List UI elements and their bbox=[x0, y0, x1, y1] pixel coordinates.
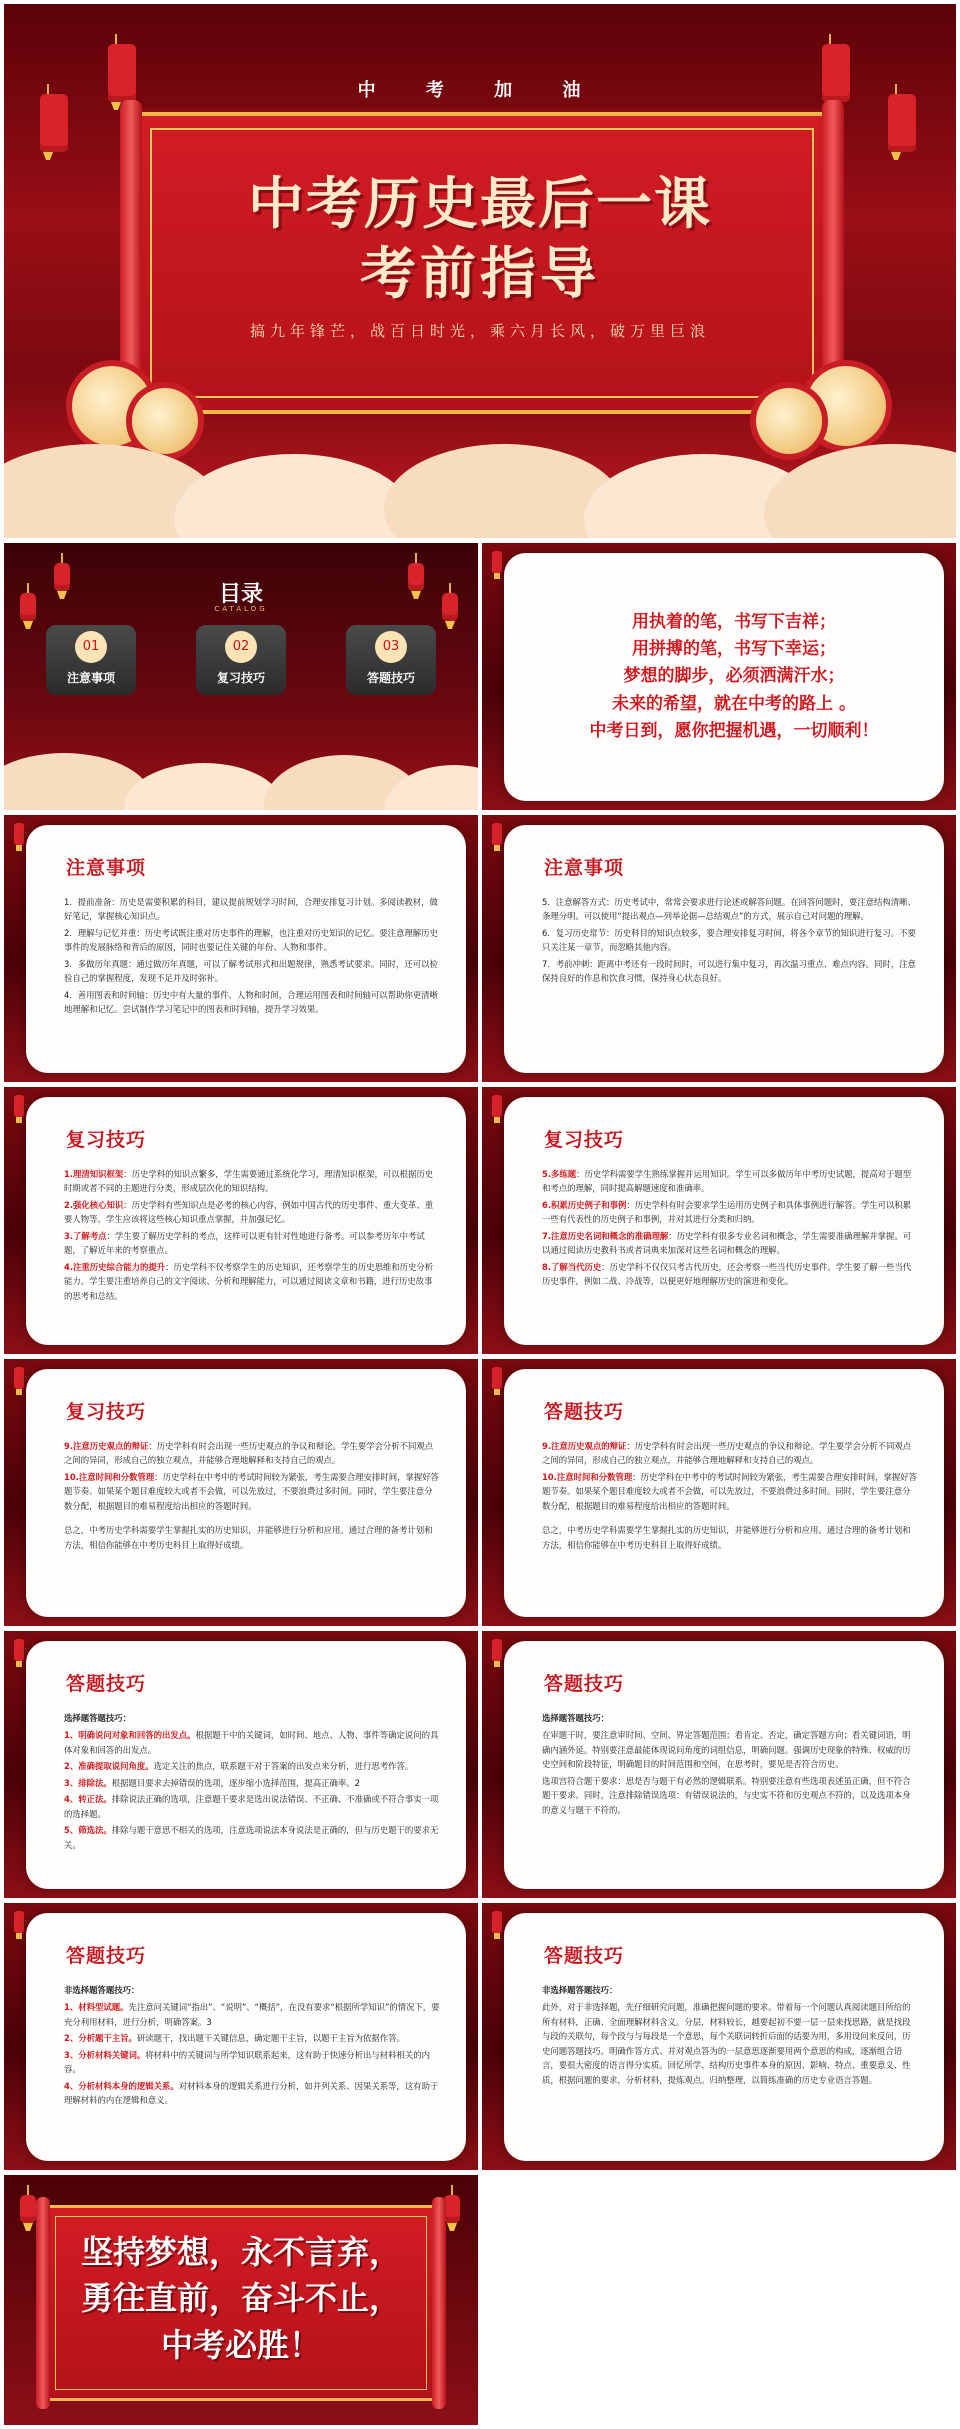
toc-subtitle: CATALOG bbox=[214, 605, 268, 613]
notes-slide-1 bbox=[4, 815, 478, 1082]
answer-item: 4、分析材料本身的逻辑关系。对材料本身的逻辑关系进行分析，如并列关系、因果关系等，这有助于理解材料的内在逻辑和意义。 bbox=[64, 2080, 439, 2106]
review-body-3 bbox=[64, 1439, 440, 1554]
corner-lantern bbox=[492, 1367, 502, 1389]
review-item: 4.注重历史综合能力的提升：历史学科不仅考察学生的历史知识，还考察学生的历史思维和历史分析能力。学生要注重培养自己的文字阅读、分析和理解能力，可以通过阅读文章和书籍，进行历史故事的思考和总结。 bbox=[64, 1261, 434, 1301]
cloud-bottom-5 bbox=[764, 444, 956, 538]
corner-lantern bbox=[492, 1095, 502, 1117]
notes-title-1: 注意事项 bbox=[66, 857, 147, 879]
answer-item: 2、准确提取说问角度。选定关注的焦点，联系题干对于答案的出发点来分析，进行思考作答。 bbox=[64, 1761, 414, 1772]
toc-item-1[interactable] bbox=[46, 625, 136, 695]
answer-item: 1、明确说问对象和回答的出发点。根据题干中的关键词，如时间、地点、人物、事件等确定说问的具体对象和回答的出发点。 bbox=[64, 1730, 439, 1755]
answer-card-3 bbox=[504, 1641, 944, 1889]
answer-title-1: 答题技巧 bbox=[544, 1401, 625, 1423]
poem-line-3: 梦想的脚步，必须洒满汗水； bbox=[623, 666, 845, 687]
toc-item-number: 01 bbox=[75, 631, 107, 663]
answer-item: 9.注意历史观点的辩证：历史学科有时会出现一些历史观点的争议和辩论。学生要学会分析不同观点之间的异同，形成自己的独立观点，并能够合理地解释和支持自己的观点。 bbox=[542, 1441, 912, 1466]
poem-line-2: 用拼搏的笔，书写下幸运； bbox=[632, 639, 836, 660]
answer-item: 10.注意时间和分数管理：历史学科在中考中的考试时间较为紧张，考生需要合理安排时间，掌握好答题节奏。如果某个题目难度较大或者不会做，可以先放过，不要浪费过多时间。同时，学生要注意分数分配，根据题目的难易程度给出相应的答题时间。 bbox=[542, 1471, 917, 1511]
answer-para: 选项宫符合题干要求：思是否与题干有必然的逻辑联系。特别要注意有些选项表述虽正确，但不符合题干要求。同时，注意排除错误选项：有错误说法的，与史实不符和历史观点不符的，以及选项本身的意义与题干不符的。 bbox=[542, 1775, 911, 1815]
poem-slide bbox=[482, 543, 956, 810]
closing-lantern-2 bbox=[444, 2195, 460, 2223]
note-para: 3．多做历年真题：通过做历年真题，可以了解考试形式和出题规律，熟悉考试要求。同时，还可以检验自己的掌握程度，发现不足并及时弥补。 bbox=[64, 958, 438, 984]
corner-lantern bbox=[14, 1639, 24, 1661]
answer-heading: 非选择题答题技巧： bbox=[542, 1985, 618, 1995]
toc-item-label: 注意事项 bbox=[66, 671, 115, 685]
review-item: 5.多练题：历史学科需要学生熟练掌握并运用知识。学生可以多做历年中考历史试题，提高对于题型和考点的理解，同时提高解题速度和准确率。 bbox=[542, 1169, 912, 1194]
answer-item: 3、排除法。根据题目要求去掉错误的选项，逐步缩小选择范围，提高正确率。2 bbox=[64, 1777, 360, 1788]
review-summary: 总之，中考历史学科需要学生掌握扎实的历史知识，并能够进行分析和应用。通过合理的备考计划和方法，相信你能够在中考历史科目上取得好成绩。 bbox=[64, 1525, 433, 1550]
review-slide-2 bbox=[482, 1087, 956, 1354]
answer-heading: 选择题答题技巧： bbox=[64, 1713, 131, 1723]
cover-title-line2: 考前指导 bbox=[360, 242, 600, 307]
answer-card-2 bbox=[26, 1641, 466, 1889]
closing-line-3: 中考必胜！ bbox=[160, 2325, 321, 2364]
corner-lantern bbox=[492, 823, 502, 845]
closing-lantern-1 bbox=[20, 2195, 36, 2223]
note-para: 1．提前准备：历史是需要积累的科目，建议提前规划学习时间，合理安排复习计划。多阅读教材，做好笔记，掌握核心知识点。 bbox=[64, 897, 438, 922]
toc-item-3[interactable] bbox=[346, 625, 436, 695]
drum-left-2 bbox=[132, 388, 198, 454]
toc-item-label: 复习技巧 bbox=[216, 671, 265, 685]
toc-item-2[interactable] bbox=[196, 625, 286, 695]
answer-body-5 bbox=[542, 1983, 918, 2089]
review-body-1 bbox=[64, 1167, 440, 1305]
answer-card-4 bbox=[26, 1913, 466, 2161]
answer-slide-3 bbox=[482, 1631, 956, 1898]
answer-item: 1、材料型试题。先注意问关键词“指出”、“说明”、“概括”，在没有要求“根据所学知识”的情况下，要充分利用材料，进行分析，明确答案。3 bbox=[64, 2002, 440, 2027]
notes-card-2 bbox=[504, 825, 944, 1073]
toc-slide bbox=[4, 543, 478, 810]
note-para: 4．善用图表和时间轴：历史中有大量的事件、人物和时间，合理运用图表和时间轴可以帮助你更清晰地理解和记忆。尝试制作学习笔记中的图表和时间轴，提升学习效果。 bbox=[64, 989, 438, 1015]
review-item: 10.注意时间和分数管理：历史学科在中考中的考试时间较为紧张，考生需要合理安排时间，掌握好答题节奏。如果某个题目难度较大或者不会做，可以先放过，不要浪费过多时间。同时，学生要注意分数分配，根据题目的难易程度给出相应的答题时间。 bbox=[64, 1471, 439, 1511]
note-para: 5．注意解答方式：历史考试中，常常会要求进行论述或解答问题。在回答问题时，要注意结构清晰、条理分明。可以使用“提出观点—列举论据—总结观点”的方式，展示自己对问题的理解。 bbox=[542, 897, 916, 922]
notes-card-1 bbox=[26, 825, 466, 1073]
corner-lantern bbox=[14, 1911, 24, 1933]
review-item: 8.了解当代历史：历史学科不仅仅只考古代历史，还会考察一些当代历史事件。学生要了解一些当代历史事件，例如二战、冷战等，以便更好地理解历史的演进和变化。 bbox=[542, 1261, 912, 1287]
review-title-1: 复习技巧 bbox=[66, 1129, 147, 1151]
answer-body-4 bbox=[64, 1983, 440, 2110]
answer-item: 3、分析材料关键词。将材料中的关键词与所学知识联系起来，这有助于快速分析出与材料相关的内容。 bbox=[64, 2049, 430, 2075]
note-para: 2．理解与记忆并重：历史考试既注重对历史事件的理解，也注重对历史知识的记忆。要注意理解历史事件的发展脉络和背后的原因，同时也要记住关键的年份、人物和事件。 bbox=[64, 927, 438, 953]
answer-body-2 bbox=[64, 1711, 440, 1854]
answer-item: 5、筛选法。排除与题干意思不相关的选项，注意选项说法本身说法是正确的，但与历史题干的要求无关。 bbox=[64, 1825, 439, 1850]
closing-line-2: 勇往直前，奋斗不止， bbox=[80, 2279, 401, 2318]
cover-slogan: 搞九年锋芒，战百日时光，乘六月长风，破万里巨浪 bbox=[249, 322, 710, 340]
corner-lantern bbox=[492, 1639, 502, 1661]
corner-lantern bbox=[14, 1367, 24, 1389]
poem-lines bbox=[534, 609, 934, 745]
toc-item-number: 02 bbox=[225, 631, 257, 663]
review-slide-3 bbox=[4, 1359, 478, 1626]
answer-item: 2、分析题干主旨。研读题干，找出题干关键信息，确定题干主旨，以题干主旨为依据作答。 bbox=[64, 2033, 405, 2044]
answer-slide-4 bbox=[4, 1903, 478, 2170]
toc-title: 目录 bbox=[218, 582, 263, 607]
note-para: 6．复习历史常节：历史科目的知识点较多，要合理安排复习时间，将各个章节的知识进行复习。不要只关注某一章节，而忽略其他内容。 bbox=[542, 927, 916, 953]
closing-text bbox=[44, 2229, 438, 2368]
review-card-3 bbox=[26, 1369, 466, 1617]
review-title-2: 复习技巧 bbox=[544, 1129, 625, 1151]
answer-title-3: 答题技巧 bbox=[544, 1673, 625, 1695]
review-item: 1.理清知识框架：历史学科的知识点繁多，学生需要通过系统化学习，理清知识框架，可以根据历史时期或者不同的主题进行分类，形成层次化的知识结构。 bbox=[64, 1169, 434, 1194]
cloud-bottom-2 bbox=[174, 454, 414, 538]
notes-body-1 bbox=[64, 895, 440, 1019]
review-title-3: 复习技巧 bbox=[66, 1401, 147, 1423]
answer-para: 此外，对于非选择题，先仔细研究问题，准确把握问题的要求。带着每一个问题认真阅读题目所给的所有材料，正确、全面理解材料含义。分层，材料较长，越要起初不要一层一层来找思路，就是找段与段的关联句，每个段与与每段是一个意思，每个关联词转折后面的话要为用，多用设问来反问，历史问题答题技巧。明确作答方式、并对观点答为的一层意思逐渐要用两个意思的构成，逐渐组合语言，要很大密度的语言得分实质。回忆所学、结构历史事件本身的原因、影响、特点、重要意义、性质，根据问题的要求，分析材料，提炼观点。归纳整理，以简练准确的历史专业语言答题。 bbox=[542, 2002, 911, 2085]
review-card-1 bbox=[26, 1097, 466, 1345]
answer-body-1 bbox=[542, 1439, 918, 1554]
lantern-left-1 bbox=[40, 94, 68, 152]
answer-slide-2 bbox=[4, 1631, 478, 1898]
cover-top-label: 中 考 加 油 bbox=[357, 80, 603, 101]
toc-cloud-2 bbox=[124, 763, 284, 810]
corner-lantern bbox=[492, 551, 502, 573]
answer-heading: 非选择题答题技巧： bbox=[64, 1985, 140, 1995]
poem-line-5: 中考日到，愿你把握机遇，一切顺利！ bbox=[589, 720, 879, 741]
answer-body-3 bbox=[542, 1711, 918, 1819]
review-item: 3.了解考点：学生要了解历史学科的考点，这样可以更有针对性地进行备考。可以参考历年中考试题，了解近年来的考察重点。 bbox=[64, 1230, 425, 1256]
cover-slide bbox=[4, 4, 956, 538]
answer-card-5 bbox=[504, 1913, 944, 2161]
review-slide-1 bbox=[4, 1087, 478, 1354]
review-item: 6.积累历史例子和事例：历史学科有时会要求学生运用历史例子和具体事例进行解答。学生可以积累一些有代表性的历史例子和事例，并对其进行分类和归纳。 bbox=[542, 1199, 912, 1225]
answer-title-2: 答题技巧 bbox=[66, 1673, 147, 1695]
lantern-right-2 bbox=[888, 94, 916, 152]
toc-item-number: 03 bbox=[375, 631, 407, 663]
notes-body-2 bbox=[542, 895, 918, 988]
note-para: 7．考前冲刺：距离中考还有一段时间时，可以进行集中复习，再次温习重点、难点内容。同时，注意保持良好的作息和饮食习惯，保持身心状态良好。 bbox=[542, 958, 916, 984]
answer-card-1 bbox=[504, 1369, 944, 1617]
answer-title-5: 答题技巧 bbox=[544, 1945, 625, 1967]
answer-item: 4、转正法。排除说法正确的选项，注意题干要求是选出说法错误、不正确、不准确或不符合事实一项的选择题。 bbox=[64, 1794, 439, 1819]
answer-slide-1 bbox=[482, 1359, 956, 1626]
answer-slide-5 bbox=[482, 1903, 956, 2170]
toc-item-label: 答题技巧 bbox=[366, 671, 415, 685]
poem-card bbox=[504, 553, 944, 801]
cover-title-line1: 中考历史最后一课 bbox=[248, 172, 712, 237]
closing-slide bbox=[4, 2175, 478, 2425]
corner-lantern bbox=[14, 823, 24, 845]
answer-title-4: 答题技巧 bbox=[66, 1945, 147, 1967]
closing-line-1: 坚持梦想，永不言弃， bbox=[80, 2233, 401, 2271]
poem-line-1: 用执着的笔，书写下吉祥； bbox=[632, 612, 836, 632]
answer-para: 在审题干时，要注意审时间、空间、界定答题范围；看肯定、否定，确定答题方向；看关键词语，明确内涵外延。特别要注意最能体现说问角度的词组信息，明确问题。强调历史现象的特殊、权威的历史空间和阶段特征，明确题目的时间范围和空间，在思考时，要见是否符合历史。 bbox=[542, 1730, 911, 1770]
answer-summary: 总之，中考历史学科需要学生掌握扎实的历史知识，并能够进行分析和应用。通过合理的备考计划和方法，相信你能够在中考历史科目上取得好成绩。 bbox=[542, 1525, 911, 1550]
drum-right-2 bbox=[756, 388, 822, 454]
review-body-2 bbox=[542, 1167, 918, 1291]
notes-slide-2 bbox=[482, 815, 956, 1082]
review-item: 2.强化核心知识：历史学科有些知识点是必考的核心内容，例如中国古代的历史事件、重大变革、重要人物等。学生应该将这些核心知识重点掌握，并加强记忆。 bbox=[64, 1199, 434, 1225]
answer-heading: 选择题答题技巧： bbox=[542, 1713, 609, 1723]
review-item: 7.注意历史名词和概念的准确理解：历史学科有很多专业名词和概念，学生需要准确理解并掌握。可以通过阅读历史教科书或者词典来加深对这些名词和概念的理解。 bbox=[542, 1230, 912, 1256]
corner-lantern bbox=[492, 1911, 502, 1933]
poem-line-4: 未来的希望，就在中考的路上 。 bbox=[612, 693, 856, 714]
review-item: 9.注意历史观点的辩证：历史学科有时会出现一些历史观点的争议和辩论。学生要学会分析不同观点之间的异同，形成自己的独立观点，并能够合理地解释和支持自己的观点。 bbox=[64, 1441, 434, 1466]
corner-lantern bbox=[14, 1095, 24, 1117]
notes-title-2: 注意事项 bbox=[544, 857, 625, 879]
review-card-2 bbox=[504, 1097, 944, 1345]
